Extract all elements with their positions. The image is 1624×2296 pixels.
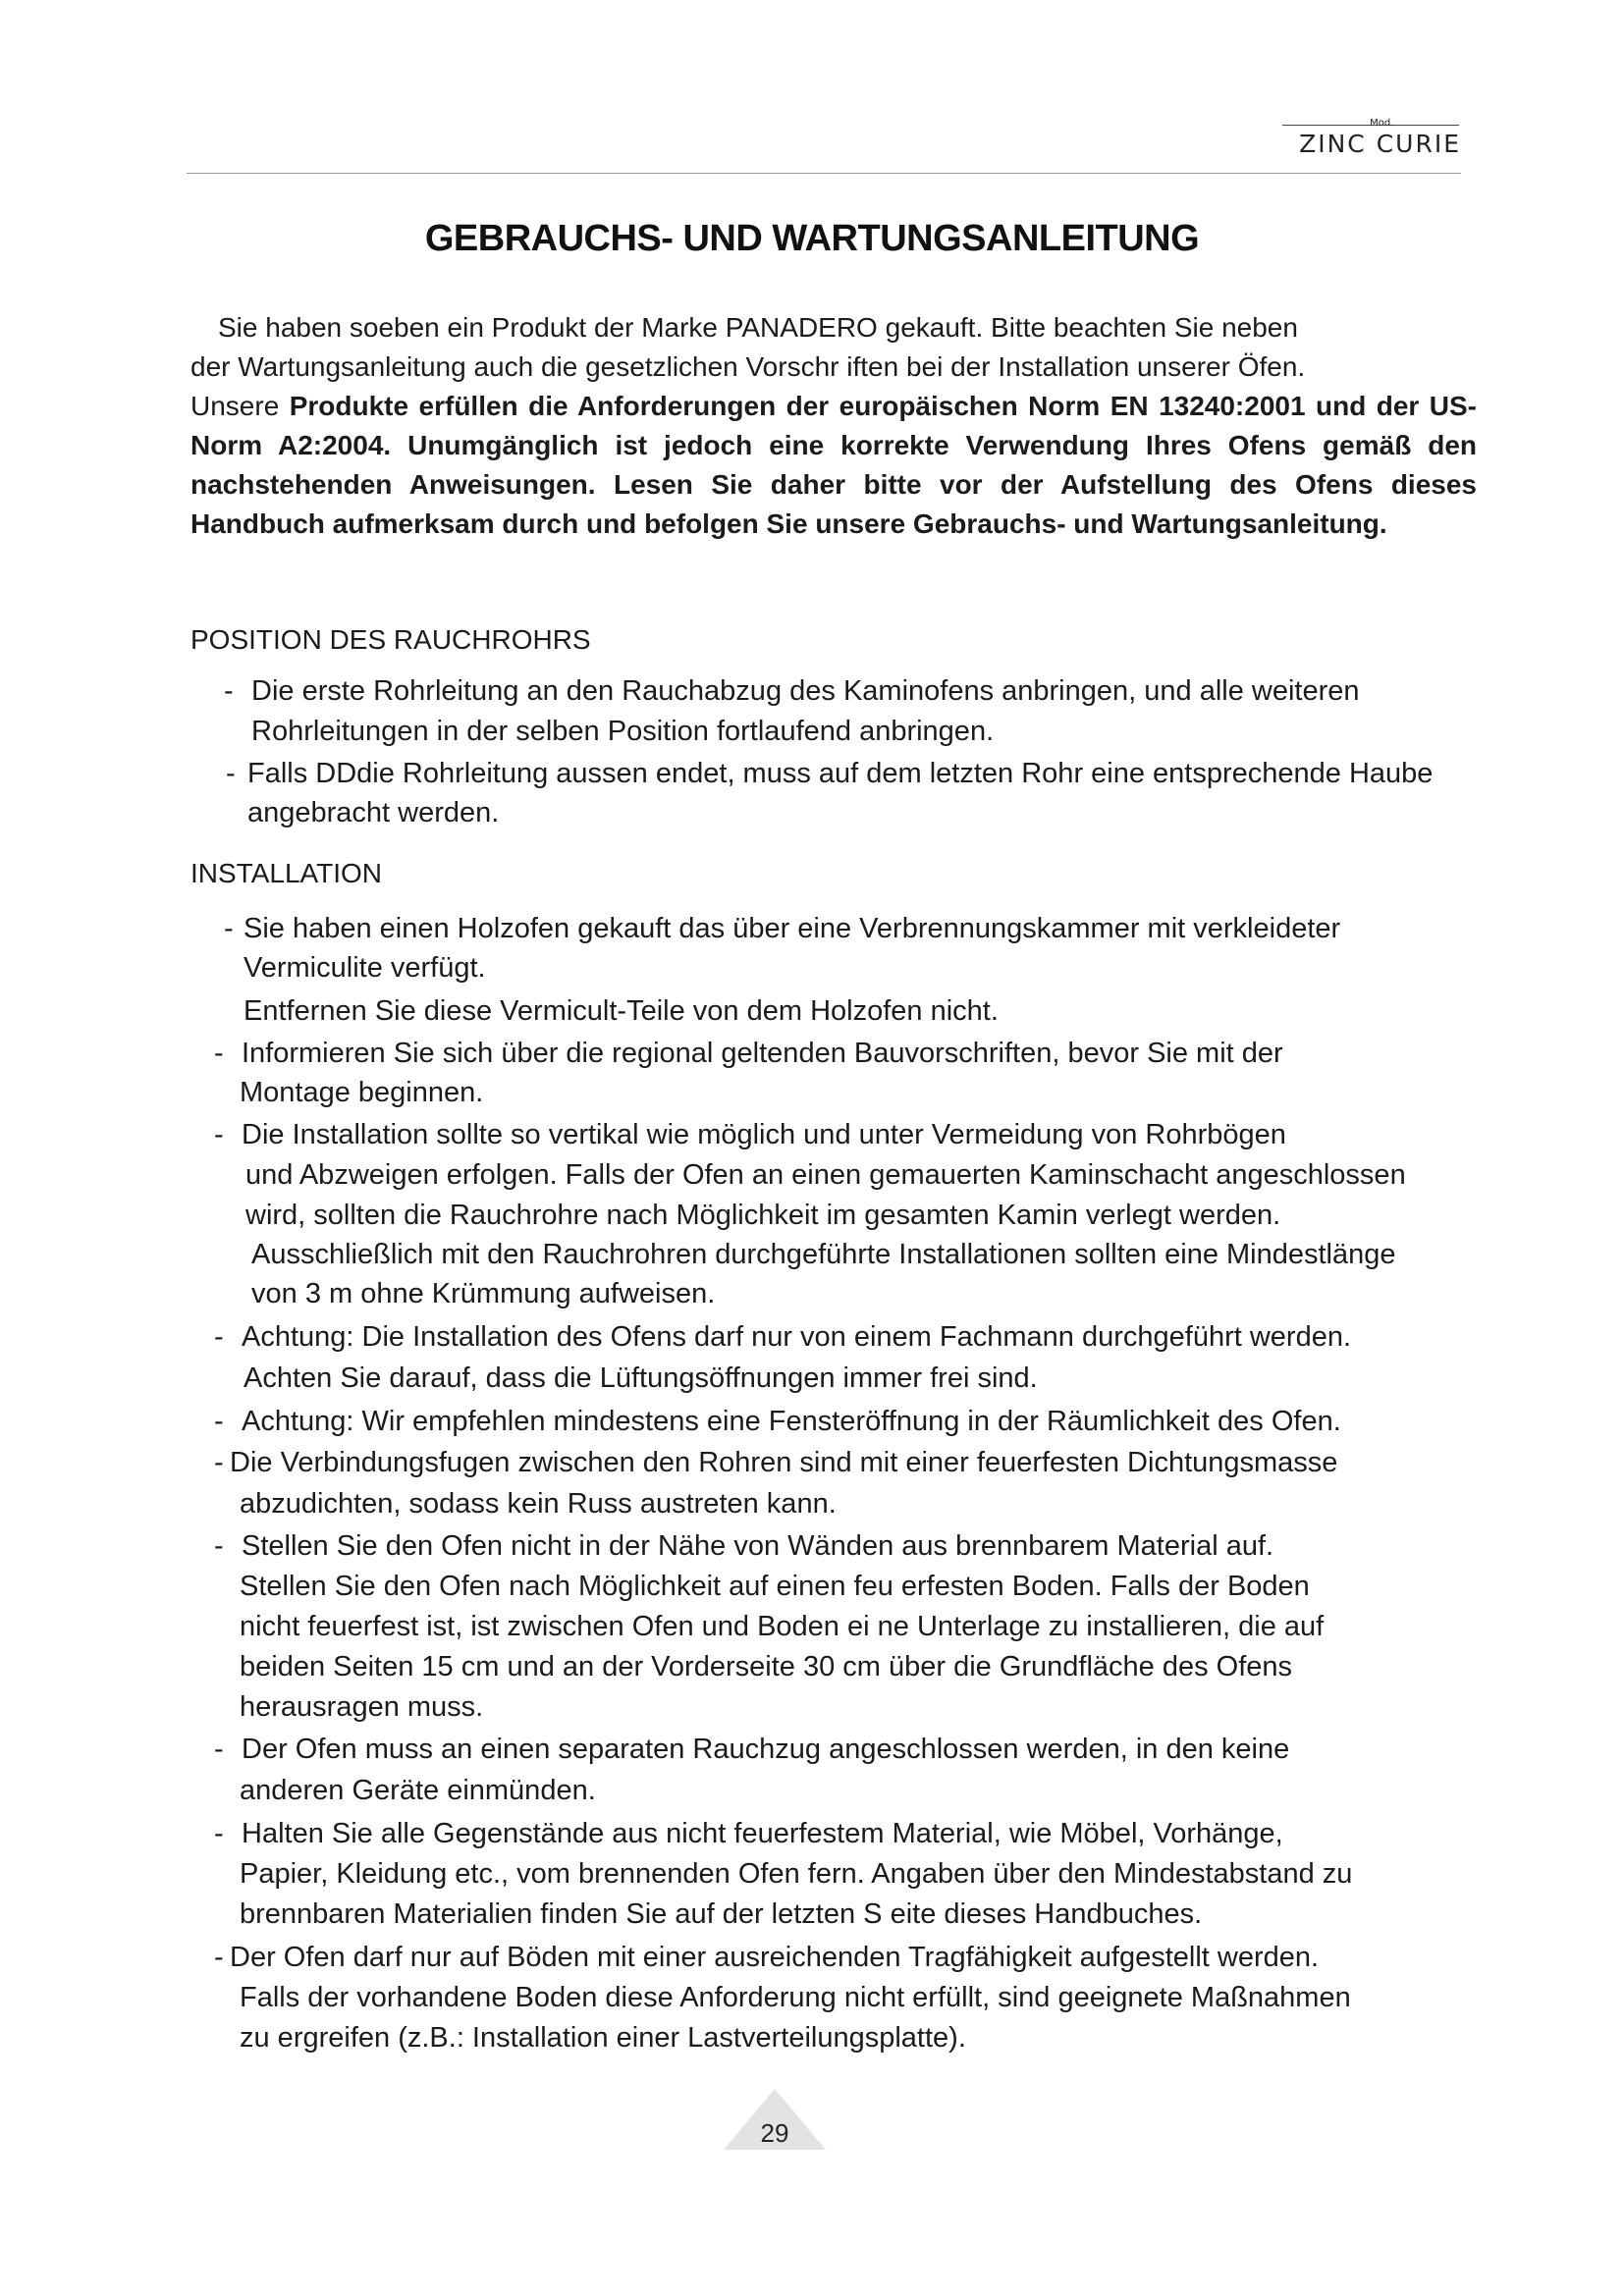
- intro-prefix: Unsere: [190, 391, 290, 421]
- list-item-continuation: herausragen muss.: [240, 1691, 484, 1723]
- list-item-continuation: Rohrleitungen in der selben Position fortlaufend anbringen.: [251, 716, 995, 747]
- list-item-continuation: abzudichten, sodass kein Russ austreten kann.: [240, 1488, 837, 1520]
- list-item-line: Stellen Sie den Ofen nicht in der Nähe von Wänden aus brennbarem Material auf.: [242, 1530, 1274, 1562]
- list-item-line: Falls DDdie Rohrleitung aussen endet, muss auf dem letzten Rohr eine entsprechende Haube: [247, 758, 1434, 789]
- list-item: [224, 909, 1340, 949]
- bullet-dash: -: [224, 913, 234, 944]
- list-item-continuation: und Abzweigen erfolgen. Falls der Ofen an einen gemauerten Kaminschacht angeschlossen: [245, 1159, 1406, 1191]
- list-item-continuation: beiden Seiten 15 cm und an der Vorderseite 30 cm über die Grundfläche des Ofens: [240, 1651, 1293, 1682]
- list-item-line: Halten Sie alle Gegenstände aus nicht feuerfestem Material, wie Möbel, Vorhänge,: [242, 1818, 1283, 1849]
- intro-bold-text: Produkte erfüllen die Anforderungen der europäischen Norm EN 13240:2001 und der US-Norm A2:2004. Unumgänglich ist jedoch eine korrekte Verwendung Ihres Ofens gemäß den nachstehenden Anweisungen. Lesen Sie daher bitte vor der Aufstellung des Ofens dieses Handbuch aufmerksam durch und befolgen Sie unsere Gebrauchs- und Wartungsanleitung.: [190, 391, 1477, 539]
- list-item-continuation: nicht feuerfest ist, ist zwischen Ofen und Boden ei ne Unterlage zu installieren, die auf: [240, 1611, 1325, 1642]
- bullet-dash: -: [224, 675, 234, 707]
- bullet-dash: -: [214, 1119, 224, 1150]
- header-rule: [187, 173, 1461, 174]
- list-item: [214, 1317, 1351, 1358]
- list-item-continuation: Ausschließlich mit den Rauchrohren durchgeführte Installationen sollten eine Mindestlänge: [251, 1239, 1396, 1270]
- list-item-continuation: anderen Geräte einmünden.: [240, 1775, 596, 1806]
- logo-sup: Mod.: [1370, 118, 1394, 129]
- bullet-dash: -: [214, 1406, 224, 1437]
- list-item-continuation: Entfernen Sie diese Vermicult-Teile von dem Holzofen nicht.: [244, 995, 999, 1027]
- list-item-line: Achtung: Die Installation des Ofens darf nur von einem Fachmann durchgeführt werden.: [242, 1321, 1352, 1353]
- bullet-dash: -: [226, 758, 236, 789]
- page-number: 29: [760, 2118, 789, 2148]
- bullet-dash: -: [214, 1942, 224, 1973]
- bullet-dash: -: [214, 1530, 224, 1562]
- intro-line: der Wartungsanleitung auch die gesetzlichen Vorschr iften bei der Installation unserer Öfen.: [190, 351, 1306, 382]
- bullet-dash: -: [214, 1734, 224, 1765]
- list-item-continuation: wird, sollten die Rauchrohre nach Möglichkeit im gesamten Kamin verlegt werden.: [245, 1200, 1281, 1231]
- intro-bold-paragraph: [190, 387, 1477, 544]
- list-item-line: Der Ofen muss an einen separaten Rauchzug angeschlossen werden, in den keine: [242, 1734, 1290, 1765]
- section-heading-installation: INSTALLATION: [190, 858, 383, 888]
- list-item-line: Die Installation sollte so vertikal wie möglich und unter Vermeidung von Rohrbögen: [242, 1119, 1286, 1150]
- list-item-continuation: Achten Sie darauf, dass die Lüftungsöffnungen immer frei sind.: [244, 1362, 1038, 1394]
- list-item-line: Informieren Sie sich über die regional geltenden Bauvorschriften, bevor Sie mit der: [242, 1038, 1283, 1069]
- list-item: [214, 1938, 1319, 1978]
- bullet-dash: -: [214, 1321, 224, 1353]
- list-item-line: Der Ofen darf nur auf Böden mit einer ausreichenden Tragfähigkeit aufgestellt werden.: [230, 1942, 1320, 1973]
- list-item-continuation: Stellen Sie den Ofen nach Möglichkeit auf einen feu erfesten Boden. Falls der Boden: [240, 1571, 1310, 1602]
- list-item: [214, 1402, 1341, 1442]
- list-item: [214, 1034, 1283, 1074]
- list-item-continuation: brennbaren Materialien finden Sie auf der letzten S eite dieses Handbuches.: [240, 1898, 1203, 1930]
- list-item: [224, 671, 1360, 712]
- bullet-dash: -: [214, 1447, 224, 1478]
- bullet-dash: -: [214, 1818, 224, 1849]
- list-item-line: Die erste Rohrleitung an den Rauchabzug des Kaminofens anbringen, und alle weiteren: [251, 675, 1360, 707]
- list-item: [214, 1443, 1337, 1483]
- list-item: [214, 1115, 1286, 1155]
- list-item: [214, 1814, 1283, 1854]
- list-item: [214, 1730, 1289, 1770]
- page-title: GEBRAUCHS- UND WARTUNGSANLEITUNG: [424, 218, 1200, 259]
- list-item-continuation: Montage beginnen.: [240, 1077, 484, 1108]
- list-item-continuation: Falls der vorhandene Boden diese Anforderung nicht erfüllt, sind geeignete Maßnahmen: [240, 1982, 1351, 2013]
- list-item: [226, 754, 1433, 794]
- list-item-line: Sie haben einen Holzofen gekauft das über eine Verbrennungskammer mit verkleideter: [244, 913, 1341, 944]
- list-item-line: Die Verbindungsfugen zwischen den Rohren sind mit einer feuerfesten Dichtungsmasse: [230, 1447, 1338, 1478]
- list-item-continuation: zu ergreifen (z.B.: Installation einer Lastverteilungsplatte).: [240, 2022, 966, 2054]
- list-item-continuation: von 3 m ohne Krümmung aufweisen.: [251, 1278, 716, 1309]
- brand-logo: [1299, 118, 1461, 158]
- intro-paragraph: [190, 308, 1477, 544]
- logo-text: ZINC CURIE: [1299, 130, 1461, 158]
- list-item-continuation: Vermiculite verfügt.: [244, 952, 486, 984]
- list-item-continuation: angebracht werden.: [247, 797, 500, 828]
- list-item-continuation: Papier, Kleidung etc., vom brennenden Ofen fern. Angaben über den Mindestabstand zu: [240, 1858, 1353, 1890]
- list-item-line: Achtung: Wir empfehlen mindestens eine Fensteröffnung in der Räumlichkeit des Ofen.: [242, 1406, 1341, 1437]
- intro-line: Sie haben soeben ein Produkt der Marke PANADERO gekauft. Bitte beachten Sie neben: [218, 312, 1298, 343]
- bullet-dash: -: [214, 1038, 224, 1069]
- section-heading-position: POSITION DES RAUCHROHRS: [190, 624, 591, 655]
- list-item: [214, 1526, 1273, 1567]
